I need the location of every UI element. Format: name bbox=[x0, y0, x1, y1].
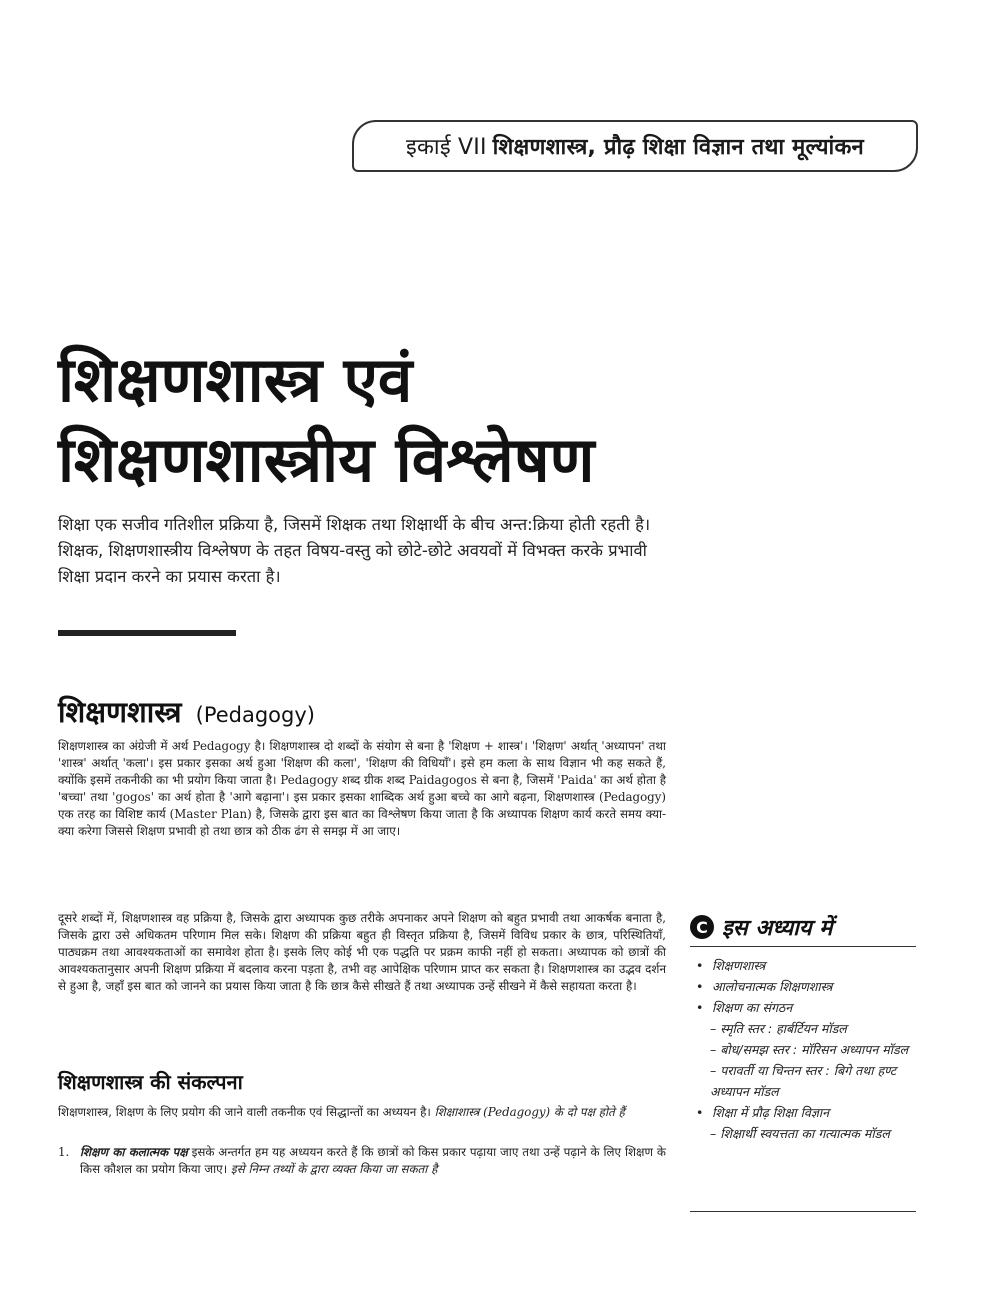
chapter-contents-sidebar bbox=[690, 912, 916, 1212]
concept-main-text: शिक्षणशास्त्र, शिक्षण के लिए प्रयोग की जाने वाली तकनीक एवं सिद्धान्तों का अध्ययन है। bbox=[58, 1105, 431, 1119]
sidebar-item: • आलोचनात्मक शिक्षणशास्त्र bbox=[690, 976, 916, 997]
list-item-number: 1. bbox=[58, 1145, 70, 1159]
sidebar-list bbox=[690, 955, 916, 1144]
paragraph-pedagogy-meaning: शिक्षणशास्त्र का अंग्रेजी में अर्थ Pedagogy है। शिक्षणशास्त्र दो शब्दों के संयोग से बना है 'शिक्षण + शास्त्र'। 'शिक्षण' अर्थात् 'अध्यापन' तथा 'शास्त्र' अर्थात् 'कला'। इस प्रकार इसका अर्थ हुआ 'शिक्षण की कला', 'शिक्षण की विधियाँ'। इसे हम कला के साथ विज्ञान भी कह सकते हैं, क्योंकि इसमें तकनीकी का भी प्रयोग किया जाता है। Pedagogy शब्द ग्रीक शब्द Paidagogos से बना है, जिसमें 'Paida' का अर्थ होता है 'बच्चा' तथा 'gogos' का अर्थ होता है 'आगे बढ़ाना'। इस प्रकार इसका शाब्दिक अर्थ हुआ बच्चे का आगे बढ़ना, शिक्षणशास्त्र (Pedagogy) एक तरह का विशिष्ट कार्य (Master Plan) है, जिसके द्वारा इस बात का विश्लेषण किया जाता है कि अध्यापक शिक्षण कार्य करते समय क्या-क्या करेगा जिससे शिक्षण प्रभावी हो तथा छात्र को ठीक ढंग से समझ में आ जाए। bbox=[58, 739, 666, 838]
concept-list bbox=[58, 1144, 666, 1178]
sidebar-subitem: – बोध/समझ स्तर : मॉरिसन अध्यापन मॉडल bbox=[710, 1042, 909, 1057]
concept-paragraph bbox=[58, 1104, 666, 1121]
unit-title: शिक्षणशास्त्र, प्रौढ़ शिक्षा विज्ञान तथा मूल्यांकन bbox=[492, 135, 864, 160]
chapter-logo-icon: C bbox=[690, 915, 714, 939]
divider-rule bbox=[58, 630, 236, 636]
sidebar-title: इस अध्याय में bbox=[722, 916, 833, 941]
unit-number: इकाई VII bbox=[406, 135, 487, 160]
sidebar-subitem: – शिक्षार्थी स्वयत्तता का गत्यात्मक मॉडल bbox=[710, 1126, 890, 1141]
sidebar-bottom-rule bbox=[690, 1211, 916, 1212]
concept-italic-text: शिक्षाशास्त्र (Pedagogy) के दो पक्ष होते हैं bbox=[434, 1105, 625, 1119]
chapter-title-line-2: शिक्षणशास्त्रीय विश्लेषण bbox=[58, 423, 595, 496]
sidebar-subitem: – स्मृति स्तर : हार्बर्टियन मॉडल bbox=[710, 1021, 847, 1036]
list-item bbox=[80, 1144, 666, 1178]
unit-banner bbox=[352, 120, 918, 172]
section-heading bbox=[58, 692, 315, 731]
concept-heading: शिक्षणशास्त्र की संकल्पना bbox=[58, 1070, 243, 1094]
chapter-intro: शिक्षा एक सजीव गतिशील प्रक्रिया है, जिसमें शिक्षक तथा शिक्षार्थी के बीच अन्त:क्रिया होती रहती है। शिक्षक, शिक्षणशास्त्रीय विश्लेषण के तहत विषय-वस्तु को छोटे-छोटे अवयवों में विभक्त करके प्रभावी शिक्षा प्रदान करने का प्रयास करता है। bbox=[58, 515, 651, 586]
section-heading-hindi: शिक्षणशास्त्र bbox=[58, 695, 182, 729]
list-item-heading: शिक्षण का कलात्मक पक्ष bbox=[80, 1145, 188, 1159]
section-heading-english: (Pedagogy) bbox=[195, 703, 315, 727]
sidebar-item: • शिक्षण का संगठन bbox=[690, 997, 916, 1018]
list-item-text: इसके अन्तर्गत हम यह अध्ययन करते हैं कि छात्रों को किस प्रकार पढ़ाया जाए तथा उन्हें पढ़ाने के लिए शिक्षण के किस कौशल का प्रयोग किया जाए। bbox=[80, 1145, 666, 1176]
paragraph-pedagogy-process: दूसरे शब्दों में, शिक्षणशास्त्र वह प्रक्रिया है, जिसके द्वारा अध्यापक कुछ तरीके अपनाकर अपने शिक्षण को बहुत प्रभावी तथा आकर्षक बनाता है, जिसके द्वारा उसे अधिकतम परिणाम मिल सके। शिक्षण की प्रक्रिया बहुत ही विस्तृत प्रक्रिया है, जिसमें विविध प्रकार के छात्र, परिस्थितियाँ, पाठ्यक्रम तथा आवश्यकताओं का समावेश होता है। इसके लिए कोई भी एक पद्धति पर प्रक्रम काफी नहीं हो सकता। अध्यापक को छात्रों की आवश्यकतानुसार अपनी शिक्षण प्रक्रिया में बदलाव करना पड़ता है, तभी वह आपेक्षिक परिणाम प्राप्त कर सकता है। शिक्षणशास्त्र का उद्भव दर्शन से हुआ है, जहाँ इस बात को जानने का प्रयास किया जाता है कि छात्र कैसे सीखते हैं तथा अध्यापक उन्हें सीखने में कैसे सहायता करता है। bbox=[58, 911, 666, 993]
sidebar-item: • शिक्षा में प्रौढ़ शिक्षा विज्ञान bbox=[690, 1102, 916, 1123]
sidebar-header bbox=[690, 912, 916, 947]
chapter-title bbox=[58, 340, 758, 500]
chapter-title-line-1: शिक्षणशास्त्र एवं bbox=[58, 343, 413, 416]
sidebar-subitem: – परावर्ती या चिन्तन स्तर : बिगे तथा हण्ट अध्यापन मॉडल bbox=[710, 1063, 897, 1099]
list-item-italic: इसे निम्न तथ्यों के द्वारा व्यक्त किया जा सकता है bbox=[230, 1162, 438, 1176]
sidebar-item: • शिक्षणशास्त्र bbox=[690, 955, 916, 976]
